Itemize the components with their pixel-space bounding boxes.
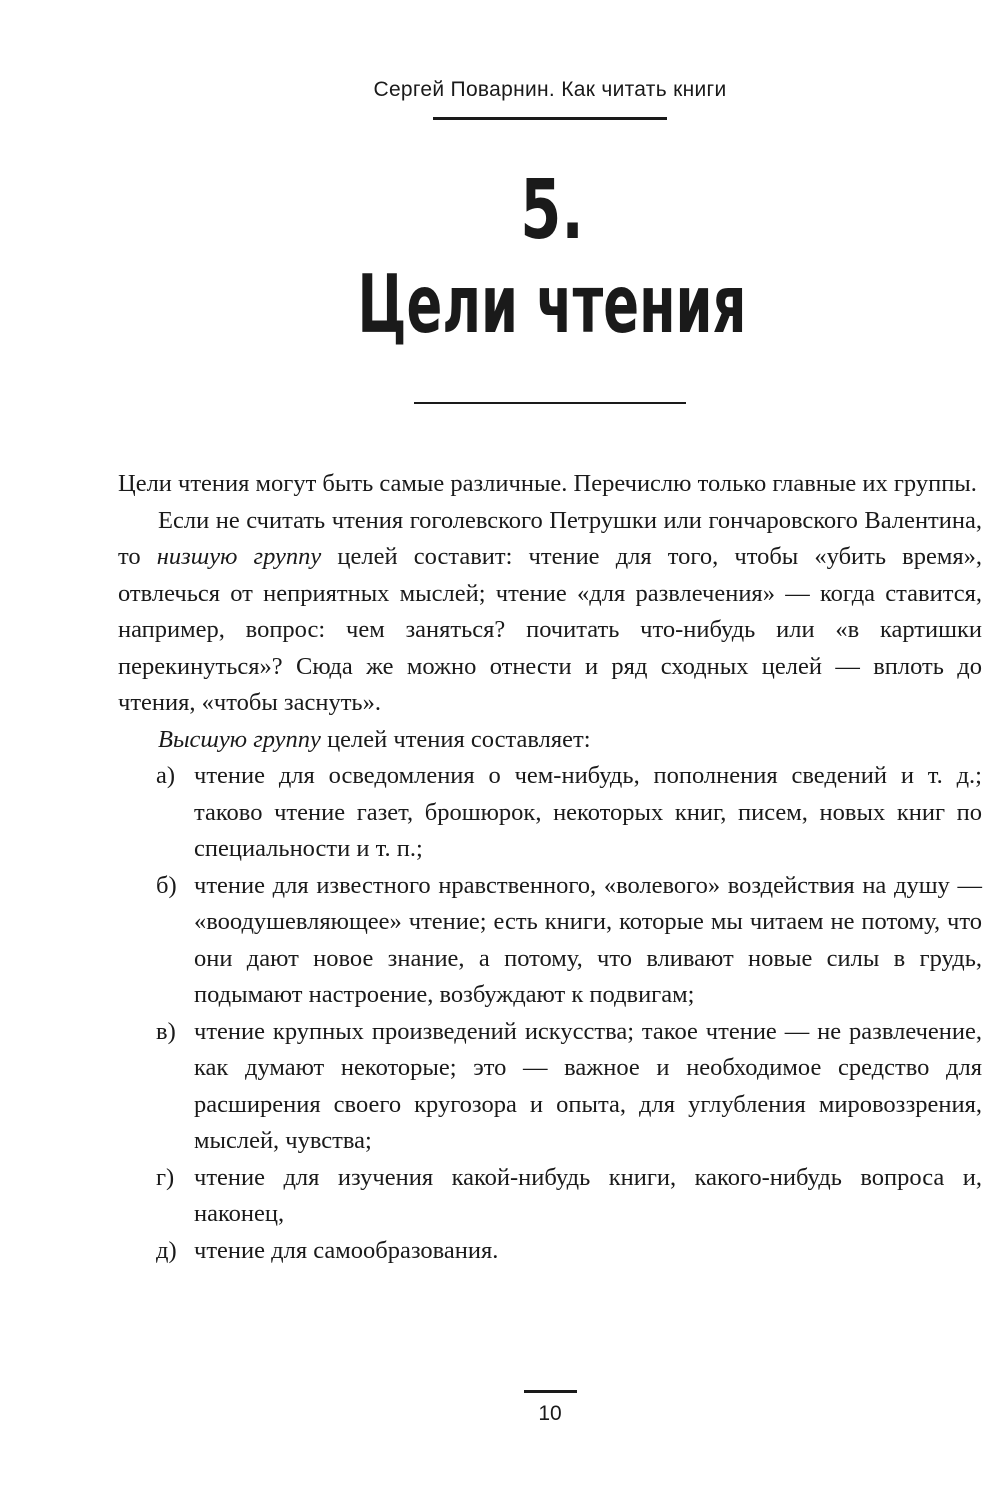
list-item: [118, 1014, 982, 1160]
list-item-text: чтение крупных произведений искусства; такое чтение — не развлечение, как думают некоторые; это — важное и необходимое средство для расширения своего кругозора и опыта, для углубления мировоззрения, мыслей, чувства;: [194, 1017, 982, 1154]
list-item-marker: б): [156, 871, 177, 899]
running-head-rule: [433, 117, 667, 120]
chapter-number: 5.: [520, 163, 584, 258]
list-item-text: чтение для известного нравственного, «волевого» воздействия на душу — «воодушевляющее» чтение; есть книги, которые мы читаем не потому, что они дают новое знание, а потому, что вливают новые силы в грудь, подымают настроение, возбуждают к подвигам;: [194, 871, 982, 1008]
list-item: [118, 758, 982, 868]
chapter-title-rule: [414, 402, 686, 404]
list-item-text: чтение для осведомления о чем-нибудь, пополнения сведений и т. д.; таково чтение газет, брошюрок, некоторых книг, писем, новых книг по специальности и т. п.;: [194, 762, 982, 862]
paragraph-2-rest: целей составит: чтение для того, чтобы «убить время», отвлечься от неприятных мыслей; чтение «для развлечения» — когда ставится, например, вопрос: чем заняться? почитать что-нибудь или «в картишки перекинуться»? Сюда же можно отнести и ряд сходных целей — вплоть до чтения, «чтобы заснуть».: [118, 543, 982, 716]
paragraph-3-emphasis: Высшую группу: [158, 725, 321, 753]
page-number-rule: [524, 1390, 577, 1393]
paragraph-2-lead: Если не считать чтения гоголевского Петрушки или гончаровского Валентина, то: [118, 506, 982, 570]
list-item: [118, 1233, 982, 1270]
list-item: [118, 868, 982, 1014]
list-item-marker: д): [156, 1236, 177, 1264]
reading-goals-list: [118, 758, 982, 1269]
paragraph-3: [118, 722, 982, 759]
running-head: Сергей Поварнин. Как читать книги: [373, 78, 727, 101]
paragraph-1: Цели чтения могут быть самые различные. Перечислю только главные их группы.: [118, 470, 977, 497]
list-item: [118, 1160, 982, 1233]
list-item-text: чтение для самообразования.: [194, 1236, 499, 1264]
chapter-title: Цели чтения: [357, 258, 747, 351]
list-item-marker: г): [156, 1163, 175, 1191]
paragraph-3-rest: целей чтения составляет:: [320, 725, 591, 753]
list-item-marker: в): [156, 1017, 176, 1045]
body-text: [118, 466, 982, 1269]
paragraph-2: [118, 503, 982, 722]
paragraph-2-emphasis: низшую группу: [156, 543, 322, 570]
page-number: 10: [538, 1402, 562, 1425]
list-item-marker: а): [156, 762, 176, 789]
list-item-text: чтение для изучения какой-нибудь книги, какого-нибудь вопроса и, наконец,: [194, 1163, 982, 1227]
